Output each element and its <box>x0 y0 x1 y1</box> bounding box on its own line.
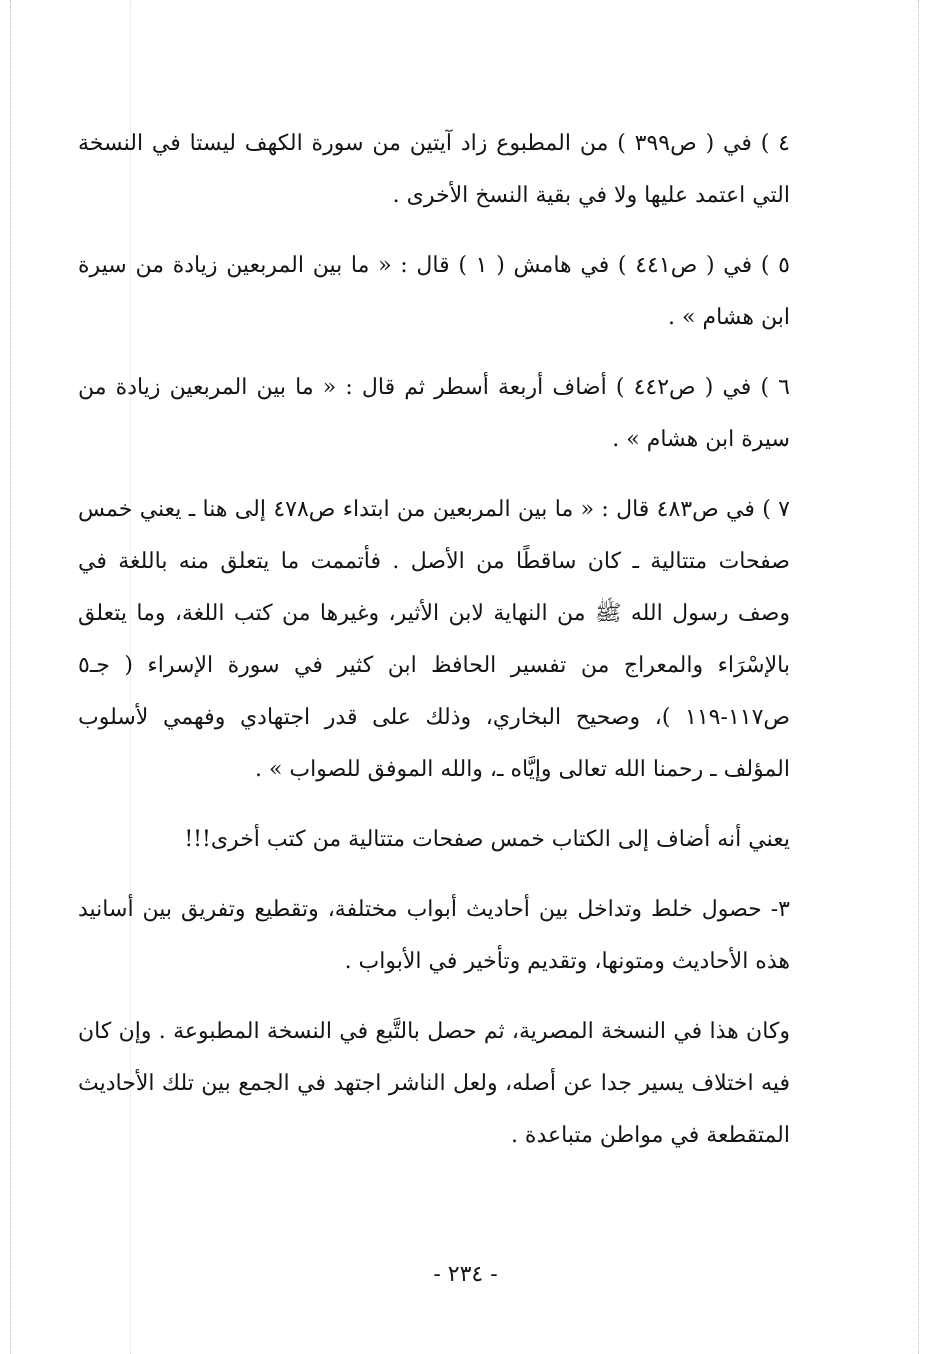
note-item-5: ٥ ) في ( ص٤٤١ ) في هامش ( ١ ) قال : « ما بين المربعين زيادة من سيرة ابن هشام » . <box>78 253 790 330</box>
note-item-6: ٦ ) في ( ص٤٤٢ ) أضاف أربعة أسطر ثم قال : « ما بين المربعين زيادة من سيرة ابن هشام » . <box>78 375 790 452</box>
commentary-paragraph: يعني أنه أضاف إلى الكتاب خمس صفحات متتالية من كتب أخرى!!! <box>184 827 790 852</box>
scan-border-right <box>918 0 919 1354</box>
page-body <box>78 118 790 1162</box>
page-number: - ٢٣٤ - <box>433 1262 498 1287</box>
point-3-paragraph: ٣- حصول خلط وتداخل بين أحاديث أبواب مختلفة، وتقطيع وتفريق بين أسانيد هذه الأحاديث ومتونها، وتقديم وتأخير في الأبواب . <box>78 897 790 974</box>
note-item-7: ٧ ) في ص٤٨٣ قال : « ما بين المربعين من ابتداء ص٤٧٨ إلى هنا ـ يعني خمس صفحات متتالية ـ كان ساقطًا من الأصل . فأتممت ما يتعلق منه باللغة في وصف رسول الله ﷺ من النهاية لابن الأثير، وغيرها من كتب اللغة، وما يتعلق بالإسْرَاء والمعراج من تفسير الحافظ ابن كثير في سورة الإسراء ( جـ٥ ص١١٧-١١٩ )، وصحيح البخاري، وذلك على قدر اجتهادي وفهمي لأسلوب المؤلف ـ رحمنا الله تعالى وإيَّاه ـ، والله الموفق للصواب » . <box>78 497 790 782</box>
note-item-4: ٤ ) في ( ص٣٩٩ ) من المطبوع زاد آيتين من سورة الكهف ليستا في النسخة التي اعتمد عليها ولا في بقية النسخ الأخرى . <box>78 131 790 208</box>
closing-paragraph: وكان هذا في النسخة المصرية، ثم حصل بالتَّبع في النسخة المطبوعة . وإن كان فيه اختلاف يسير جدا عن أصله، ولعل الناشر اجتهد في الجمع بين تلك الأحاديث المتقطعة في مواطن متباعدة . <box>78 1019 790 1148</box>
scan-border-left <box>10 0 11 1354</box>
